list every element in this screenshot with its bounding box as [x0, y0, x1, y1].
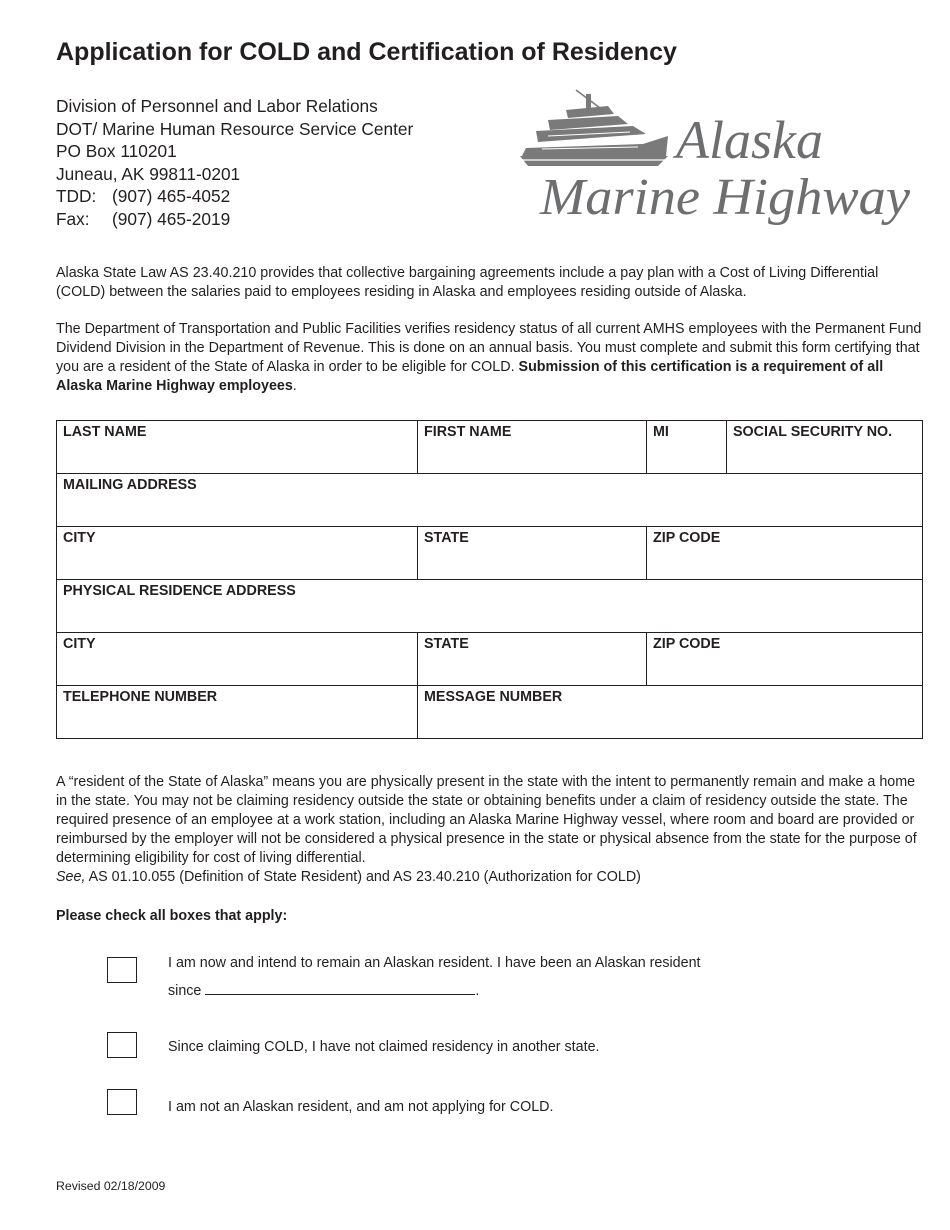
fax-line	[56, 208, 413, 231]
since-label: since	[168, 983, 202, 999]
mailing-address-label: MAILING ADDRESS	[63, 477, 197, 493]
address-line: DOT/ Marine Human Resource Service Center	[56, 118, 414, 139]
physical-state-field[interactable]	[418, 633, 647, 686]
physical-city-field[interactable]	[57, 633, 418, 686]
verification-text: The Department of Transportation and Public Facilities verifies residency status of all current AMHS employees with the Permanent Fund Dividend Division in the Department of Revenue. This is done on an annual basis. You must complete and submit this form certifying that you are a resident of the State of Alaska in order to be eligible for COLD.	[56, 321, 922, 375]
city-label: CITY	[63, 530, 96, 546]
mailing-state-field[interactable]	[418, 527, 647, 580]
period: .	[292, 378, 297, 394]
fax-label: Fax:	[56, 208, 90, 229]
mailing-zip-field[interactable]	[647, 527, 923, 580]
revision-date: Revised 02/18/2009	[56, 1179, 166, 1193]
agency-address	[56, 95, 413, 230]
mi-field[interactable]	[647, 421, 727, 474]
logo-text-alaska: Alaska	[676, 110, 823, 170]
no-other-residency-checkbox[interactable]	[107, 1032, 137, 1058]
tdd-value: (907) 465-4052	[112, 186, 231, 206]
last-name-label: LAST NAME	[63, 424, 147, 440]
see-text: See,	[56, 869, 86, 885]
telephone-label: TELEPHONE NUMBER	[63, 689, 218, 705]
last-name-field[interactable]	[57, 421, 418, 474]
address-line: Division of Personnel and Labor Relations	[56, 96, 378, 116]
resident-statement-line1: I am now and intend to remain an Alaskan resident. I have been an Alaskan resident	[168, 955, 701, 971]
address-line: PO Box 110201	[56, 141, 177, 161]
city-label: CITY	[63, 636, 96, 652]
mailing-city-field[interactable]	[57, 527, 418, 580]
requirement-text: Submission of this certification is a requirement of all Alaska Marine Highway employees	[56, 359, 884, 394]
statute-reference: AS 01.10.055 (Definition of State Resident) and AS 23.40.210 (Authorization for COLD)	[85, 869, 641, 885]
physical-address-field[interactable]	[57, 580, 923, 633]
tdd-line	[56, 185, 413, 208]
zip-label: ZIP CODE	[653, 530, 721, 546]
resident-since-line	[168, 977, 701, 1005]
since-date-input[interactable]	[205, 980, 475, 995]
mailing-address-field[interactable]	[57, 474, 923, 527]
ssn-label: SOCIAL SECURITY NO.	[733, 424, 893, 440]
address-line: Juneau, AK 99811-0201	[56, 163, 241, 184]
logo-text-marine-highway: Marine Highway	[538, 169, 911, 226]
residency-definition-paragraph	[56, 773, 926, 887]
checkbox-instructions: Please check all boxes that apply:	[56, 908, 288, 924]
employee-info-form	[56, 420, 923, 739]
cold-law-paragraph: Alaska State Law AS 23.40.210 provides that collective bargaining agreements include a pay plan with a Cost of Living Differential (COLD) between the salaries paid to employees residing in Alaska and employees residing outside of Alaska.	[56, 265, 879, 300]
first-name-field[interactable]	[418, 421, 647, 474]
physical-zip-field[interactable]	[647, 633, 923, 686]
definition-text: A “resident of the State of Alaska” means you are physically present in the state with the intent to permanently remain and make a home in the state. You may not be claiming residency outside the state or obtaining benefits under a claim of residency outside the state. The required presence of an employee at a work station, including an Alaska Marine Highway vessel, where room and board are provided or reimbursed by the employer will not be considered a physical presence in the state or physical absence from the state for the purpose of determining eligibility for cost of living differential.	[56, 774, 917, 866]
non-resident-checkbox[interactable]	[107, 1089, 137, 1115]
state-label: STATE	[424, 636, 469, 652]
ferry-ship-icon	[518, 90, 678, 166]
resident-statement	[168, 949, 701, 1005]
zip-label: ZIP CODE	[653, 636, 721, 652]
no-other-residency-statement: Since claiming COLD, I have not claimed residency in another state.	[168, 1039, 600, 1055]
physical-address-label: PHYSICAL RESIDENCE ADDRESS	[63, 583, 296, 599]
state-label: STATE	[424, 530, 469, 546]
alaska-marine-highway-logo	[518, 86, 918, 236]
telephone-field[interactable]	[57, 686, 418, 739]
ssn-field[interactable]	[727, 421, 923, 474]
resident-checkbox[interactable]	[107, 957, 137, 983]
first-name-label: FIRST NAME	[424, 424, 512, 440]
fax-value: (907) 465-2019	[112, 208, 231, 229]
tdd-label: TDD:	[56, 186, 97, 206]
non-resident-statement: I am not an Alaskan resident, and am not applying for COLD.	[168, 1099, 554, 1115]
message-number-label: MESSAGE NUMBER	[424, 689, 563, 705]
page-title: Application for COLD and Certification of Residency	[56, 38, 677, 66]
since-period: .	[475, 983, 480, 999]
message-number-field[interactable]	[418, 686, 923, 739]
verification-paragraph	[56, 320, 926, 396]
mi-label: MI	[653, 424, 669, 440]
